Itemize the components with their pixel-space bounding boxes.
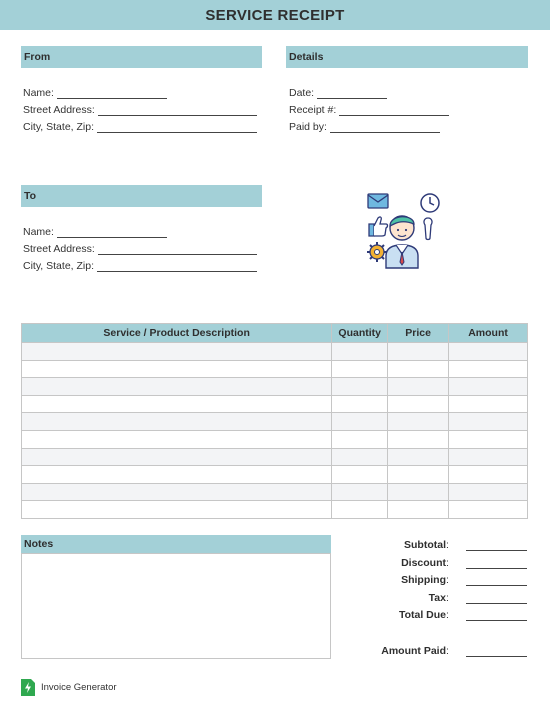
description-cell[interactable] xyxy=(22,501,332,519)
total-due-row: Total Due : xyxy=(340,607,528,621)
to-name-label: Name: xyxy=(23,226,54,238)
price-cell[interactable] xyxy=(388,378,449,396)
date-label: Date: xyxy=(289,87,315,99)
quantity-cell[interactable] xyxy=(332,395,388,413)
from-street-line[interactable] xyxy=(98,105,257,116)
amount-paid-value-line[interactable] xyxy=(466,645,527,657)
shipping-label: Shipping xyxy=(401,574,446,586)
amount-paid-row: Amount Paid : xyxy=(340,643,528,657)
from-city-line[interactable] xyxy=(97,122,257,133)
to-street-line[interactable] xyxy=(98,244,257,255)
price-cell[interactable] xyxy=(388,360,449,378)
shipping-value-line[interactable] xyxy=(466,574,527,586)
quantity-cell[interactable] xyxy=(332,378,388,396)
description-cell[interactable] xyxy=(22,466,332,484)
receipt-number-field[interactable] xyxy=(289,104,449,116)
from-name-line[interactable] xyxy=(57,88,167,99)
description-cell[interactable] xyxy=(22,413,332,431)
tax-value-line[interactable] xyxy=(466,592,527,604)
price-column-header: Price xyxy=(388,324,449,343)
amount-cell[interactable] xyxy=(449,430,528,448)
table-row xyxy=(22,378,528,396)
details-heading xyxy=(286,46,528,68)
from-city-field[interactable] xyxy=(23,121,257,133)
discount-row: Discount : xyxy=(340,555,528,569)
date-field[interactable] xyxy=(289,87,387,99)
subtotal-value-line[interactable] xyxy=(466,539,527,551)
total-due-label: Total Due xyxy=(398,609,446,621)
paid-by-line[interactable] xyxy=(330,122,440,133)
price-cell[interactable] xyxy=(388,413,449,431)
items-table-header-row xyxy=(22,324,528,343)
price-cell[interactable] xyxy=(388,395,449,413)
notes-heading-label: Notes xyxy=(24,538,54,550)
table-row xyxy=(22,360,528,378)
paid-by-label: Paid by: xyxy=(289,121,327,133)
tax-row: Tax : xyxy=(340,590,528,604)
description-cell[interactable] xyxy=(22,378,332,396)
description-column-header: Service / Product Description xyxy=(22,324,332,343)
amount-cell[interactable] xyxy=(449,483,528,501)
quantity-cell[interactable] xyxy=(332,343,388,361)
tax-label: Tax xyxy=(428,592,446,604)
quantity-cell[interactable] xyxy=(332,466,388,484)
price-cell[interactable] xyxy=(388,448,449,466)
subtotal-label: Subtotal xyxy=(404,539,446,551)
items-table xyxy=(21,323,528,519)
from-street-label: Street Address: xyxy=(23,104,95,116)
description-cell[interactable] xyxy=(22,395,332,413)
to-name-field[interactable] xyxy=(23,226,167,238)
from-heading-label: From xyxy=(24,51,51,63)
description-cell[interactable] xyxy=(22,448,332,466)
amount-cell[interactable] xyxy=(449,413,528,431)
discount-label: Discount xyxy=(401,557,446,569)
notes-heading xyxy=(21,535,331,553)
table-row xyxy=(22,448,528,466)
price-cell[interactable] xyxy=(388,466,449,484)
price-cell[interactable] xyxy=(388,501,449,519)
description-cell[interactable] xyxy=(22,343,332,361)
total-due-value-line[interactable] xyxy=(466,609,527,621)
description-cell[interactable] xyxy=(22,483,332,501)
table-row xyxy=(22,430,528,448)
price-cell[interactable] xyxy=(388,343,449,361)
quantity-cell[interactable] xyxy=(332,413,388,431)
subtotal-row: Subtotal : xyxy=(340,537,528,551)
table-row xyxy=(22,343,528,361)
invoice-generator-logo-icon xyxy=(21,679,35,696)
quantity-cell[interactable] xyxy=(332,360,388,378)
from-city-label: City, State, Zip: xyxy=(23,121,94,133)
table-row xyxy=(22,483,528,501)
from-heading xyxy=(21,46,262,68)
amount-cell[interactable] xyxy=(449,395,528,413)
to-city-label: City, State, Zip: xyxy=(23,260,94,272)
receipt-number-label: Receipt #: xyxy=(289,104,337,116)
paid-by-field[interactable] xyxy=(289,121,440,133)
amount-paid-label: Amount Paid xyxy=(381,645,446,657)
amount-column-header: Amount xyxy=(449,324,528,343)
shipping-row: Shipping : xyxy=(340,572,528,586)
table-row xyxy=(22,395,528,413)
amount-cell[interactable] xyxy=(449,466,528,484)
description-cell[interactable] xyxy=(22,360,332,378)
table-row xyxy=(22,466,528,484)
quantity-cell[interactable] xyxy=(332,448,388,466)
notes-textarea[interactable] xyxy=(21,553,331,659)
to-street-field[interactable] xyxy=(23,243,257,255)
details-heading-label: Details xyxy=(289,51,324,63)
table-row xyxy=(22,413,528,431)
quantity-cell[interactable] xyxy=(332,501,388,519)
title-bar xyxy=(0,0,550,30)
table-row xyxy=(22,501,528,519)
to-heading-label: To xyxy=(24,190,37,202)
discount-value-line[interactable] xyxy=(466,557,527,569)
quantity-cell[interactable] xyxy=(332,483,388,501)
to-heading xyxy=(21,185,262,207)
to-city-field[interactable] xyxy=(23,260,257,272)
from-name-label: Name: xyxy=(23,87,54,99)
quantity-cell[interactable] xyxy=(332,430,388,448)
page-title: SERVICE RECEIPT xyxy=(205,6,345,24)
to-name-line[interactable] xyxy=(57,227,167,238)
quantity-column-header: Quantity xyxy=(332,324,388,343)
invoice-generator-logo[interactable] xyxy=(21,679,117,696)
price-cell[interactable] xyxy=(388,483,449,501)
date-line[interactable] xyxy=(317,88,387,99)
amount-cell[interactable] xyxy=(449,378,528,396)
invoice-generator-brand: Invoice Generator xyxy=(41,682,117,693)
amount-cell[interactable] xyxy=(449,501,528,519)
to-city-line[interactable] xyxy=(97,261,257,272)
service-worker-illustration-icon xyxy=(362,190,442,270)
amount-cell[interactable] xyxy=(449,343,528,361)
amount-cell[interactable] xyxy=(449,360,528,378)
to-street-label: Street Address: xyxy=(23,243,95,255)
amount-cell[interactable] xyxy=(449,448,528,466)
from-street-field[interactable] xyxy=(23,104,257,116)
price-cell[interactable] xyxy=(388,430,449,448)
description-cell[interactable] xyxy=(22,430,332,448)
receipt-number-line[interactable] xyxy=(339,105,449,116)
from-name-field[interactable] xyxy=(23,87,167,99)
